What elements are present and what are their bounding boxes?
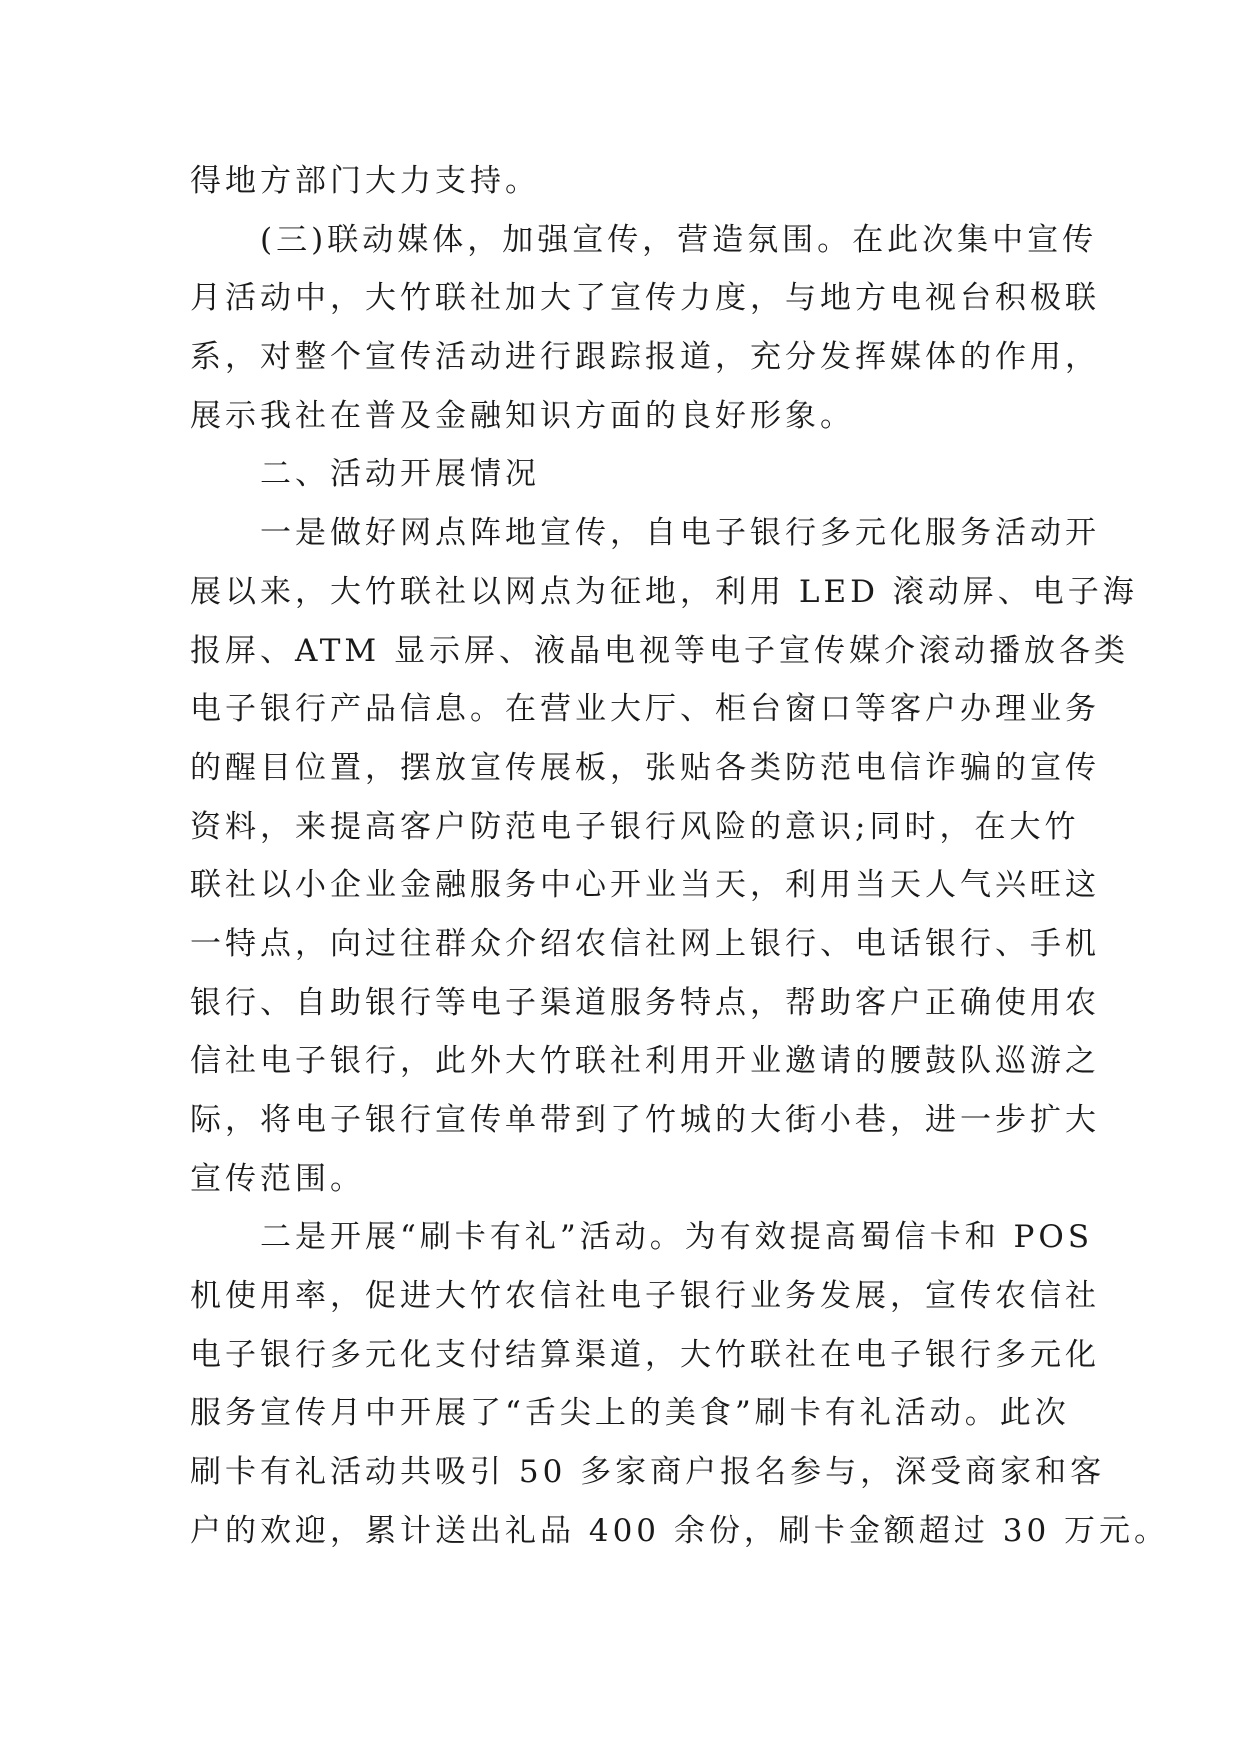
paragraph-first-line: 二是开展“刷卡有礼”活动。为有效提高蜀信卡和 POS — [260, 1219, 1094, 1256]
paragraph-first-line: 一是做好网点阵地宣传，自电子银行多元化服务活动开 — [260, 515, 1100, 552]
text-line: 宣传范围。 — [190, 1160, 365, 1197]
text-line: 联社以小企业金融服务中心开业当天，利用当天人气兴旺这 — [190, 867, 1100, 904]
text-line: 的醒目位置，摆放宣传展板，张贴各类防范电信诈骗的宣传 — [190, 749, 1100, 786]
text-line: 际，将电子银行宣传单带到了竹城的大街小巷，进一步扩大 — [190, 1102, 1100, 1138]
text-line: 信社电子银行，此外大竹联社利用开业邀请的腰鼓队巡游之 — [190, 1043, 1100, 1080]
text-line: 资料，来提高客户防范电子银行风险的意识;同时，在大竹 — [190, 808, 1080, 845]
text-line: 刷卡有礼活动共吸引 50 多家商户报名参与，深受商家和客 — [190, 1454, 1106, 1491]
text-line: 电子银行产品信息。在营业大厅、柜台窗口等客户办理业务 — [190, 691, 1100, 728]
text-line: 户的欢迎，累计送出礼品 400 余份，刷卡金额超过 30 万元。 — [190, 1512, 1170, 1549]
text-line: 系，对整个宣传活动进行跟踪报道，充分发挥媒体的作用， — [190, 339, 1100, 376]
text-line: 展以来，大竹联社以网点为征地，利用 LED 滚动屏、电子海 — [190, 573, 1138, 610]
text-line: 机使用率，促进大竹农信社电子银行业务发展，宣传农信社 — [190, 1278, 1100, 1315]
text-line: 一特点，向过往群众介绍农信社网上银行、电话银行、手机 — [190, 925, 1100, 962]
text-line: 电子银行多元化支付结算渠道，大竹联社在电子银行多元化 — [190, 1336, 1100, 1373]
text-line: 银行、自助银行等电子渠道服务特点，帮助客户正确使用农 — [190, 984, 1100, 1021]
document-body — [190, 152, 1170, 1561]
section-heading: 二、活动开展情况 — [260, 456, 540, 493]
text-line: 服务宣传月中开展了“舌尖上的美食”刷卡有礼活动。此次 — [190, 1395, 1070, 1432]
text-line: 月活动中，大竹联社加大了宣传力度，与地方电视台积极联 — [190, 280, 1100, 317]
text-line: 得地方部门大力支持。 — [190, 163, 540, 199]
paragraph-heading-3: (三)联动媒体，加强宣传，营造氛围。在此次集中宣传 — [260, 221, 1098, 258]
text-line: 展示我社在普及金融知识方面的良好形象。 — [190, 397, 855, 434]
text-line: 报屏、ATM 显示屏、液晶电视等电子宣传媒介滚动播放各类 — [190, 632, 1129, 669]
